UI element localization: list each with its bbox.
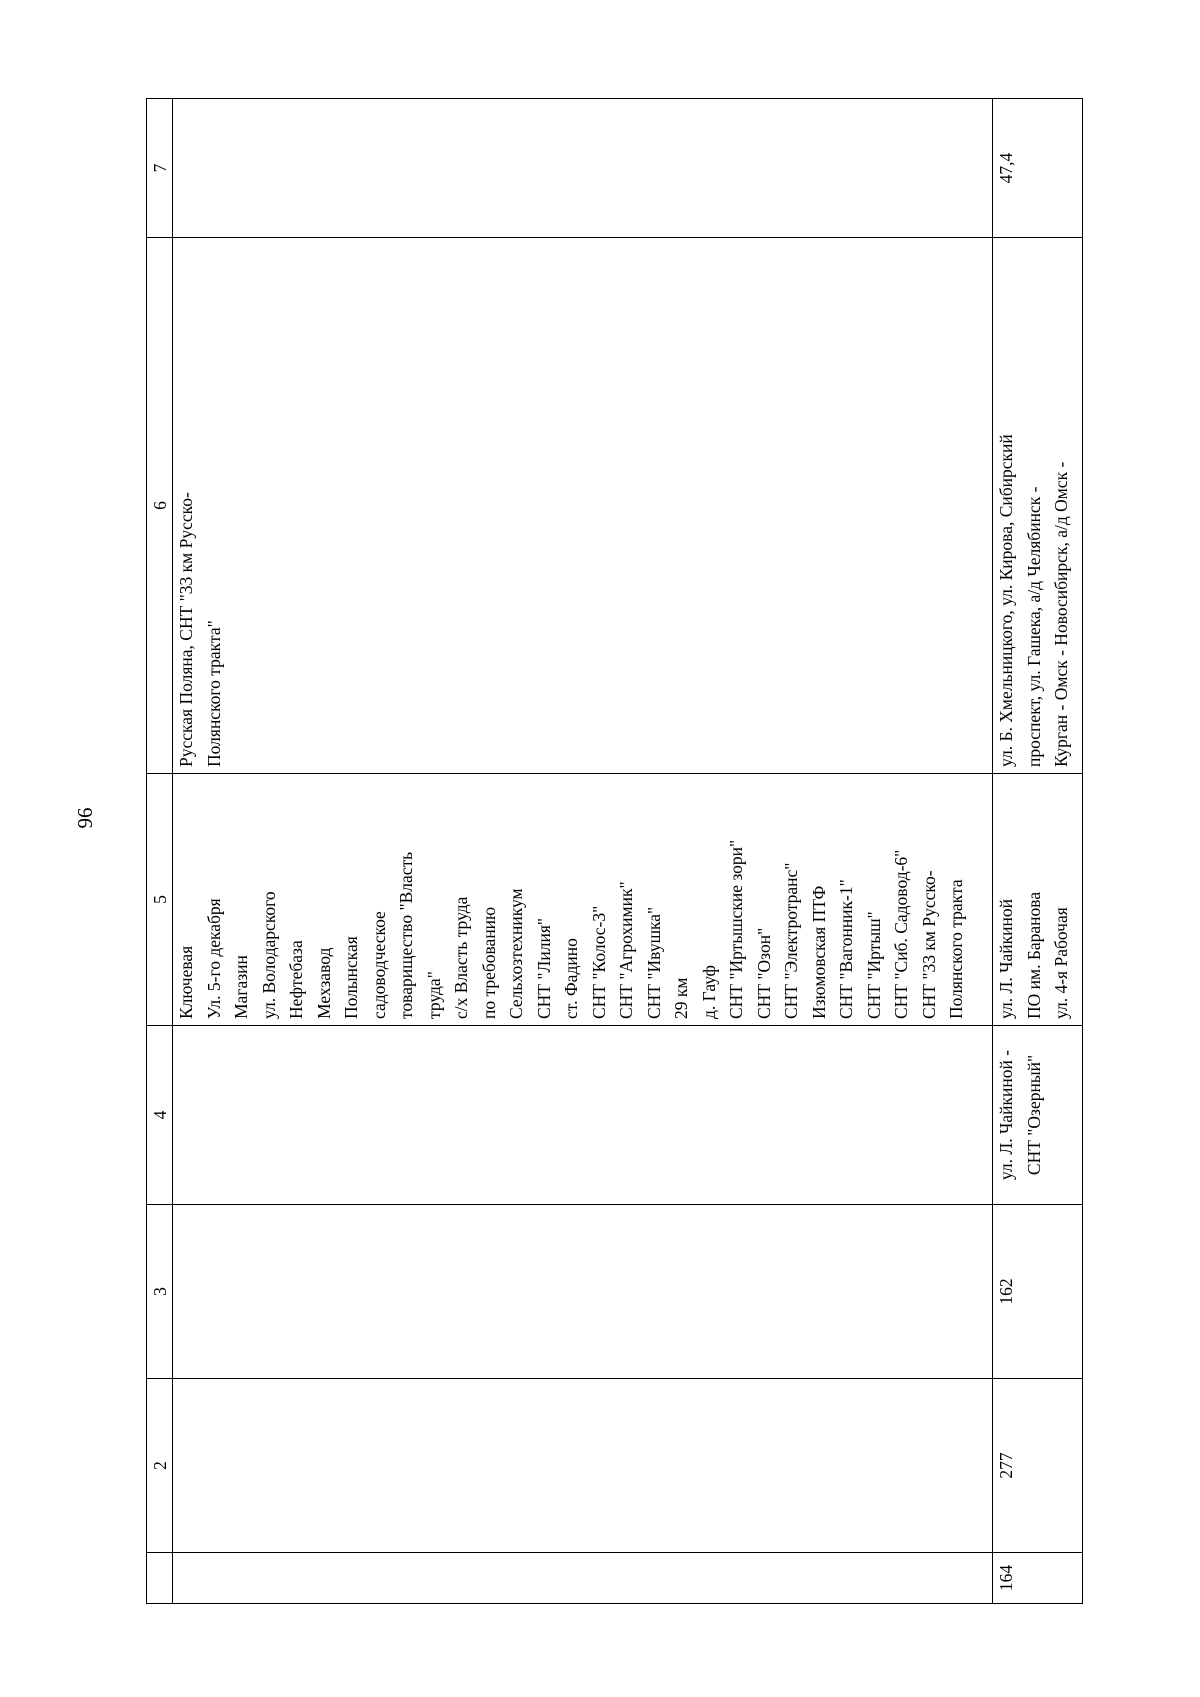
table-row xyxy=(993,99,1083,1604)
street-line: проспект, ул. Гашека, а/д Челябинск - xyxy=(1023,486,1044,767)
stop-line: Полянского тракта xyxy=(946,879,966,1019)
length-forward-cell: 277 xyxy=(993,1379,1083,1553)
stop-line: ул. Л. Чайкиной xyxy=(996,899,1016,1019)
route-number-cell: 164 xyxy=(993,1553,1083,1604)
stop-line: труда" xyxy=(423,971,444,1019)
route-table-rotated xyxy=(146,99,1082,1604)
stops-cell xyxy=(993,774,1083,1026)
stop-line: д. Гауф xyxy=(698,965,719,1019)
stop-line: Ул. 5-го декабря xyxy=(203,898,224,1019)
column-number-4: 4 xyxy=(147,1026,173,1205)
stop-line: Полынская xyxy=(341,936,361,1019)
route-name-line: СНТ "Озерный" xyxy=(1023,1054,1044,1176)
route-name-line: ул. Л. Чайкиной - xyxy=(996,1049,1016,1181)
stop-line: 29 км xyxy=(671,977,691,1019)
route-number-cell xyxy=(173,1553,993,1604)
stop-line: товарищество "Власть xyxy=(396,851,416,1019)
street-line: Курган - Омск - Новосибирск, а/д Омск - xyxy=(1051,461,1071,767)
stop-line: СНТ "Вагонник-1" xyxy=(836,879,856,1019)
stop-line: Магазин xyxy=(231,955,251,1019)
column-number-1 xyxy=(147,1553,173,1604)
column-number-2: 2 xyxy=(147,1379,173,1553)
stop-line: ул. 4-я Рабочая xyxy=(1051,907,1071,1019)
interval-cell xyxy=(173,99,993,238)
stop-line: Ключевая xyxy=(176,945,196,1019)
stop-line: СНТ "Ивушка" xyxy=(643,906,664,1019)
stop-line: СНТ "Сиб. Садовод-6" xyxy=(891,849,911,1019)
column-number-3: 3 xyxy=(147,1205,173,1379)
street-line: Полянского тракта" xyxy=(203,620,224,767)
route-name-cell xyxy=(993,1026,1083,1205)
stop-line: СНТ "33 км Русско- xyxy=(918,870,939,1019)
column-number-row xyxy=(147,99,173,1604)
stops-cell xyxy=(173,774,993,1026)
stop-line: СНТ "Колос-3" xyxy=(588,905,609,1019)
stop-line: Изюмовская ПТФ xyxy=(808,885,829,1019)
stop-line: Нефтебаза xyxy=(286,940,306,1019)
stop-line: ул. Володарского xyxy=(258,891,279,1019)
stop-line: СНТ "Иртышские зори" xyxy=(726,839,746,1019)
stop-line: ст. Фадино xyxy=(561,938,581,1019)
stop-line: ПО им. Баранова xyxy=(1023,891,1044,1019)
stop-line: садоводческое xyxy=(368,911,389,1019)
route-table xyxy=(146,98,1083,1604)
streets-cell xyxy=(993,238,1083,774)
stop-line: с/х Власть труда xyxy=(451,896,471,1019)
stop-line: по требованию xyxy=(478,906,499,1019)
stop-line: СНТ "Озон" xyxy=(753,927,774,1019)
table-row xyxy=(173,99,993,1604)
stop-line: Мехзавод xyxy=(313,947,334,1019)
column-number-6: 6 xyxy=(147,238,173,774)
route-name-cell xyxy=(173,1026,993,1205)
stop-line: СНТ "Электротранс" xyxy=(781,862,801,1019)
interval-cell: 47,4 xyxy=(993,99,1083,238)
stop-line: СНТ "Агрохимик" xyxy=(616,881,636,1019)
column-number-7: 7 xyxy=(147,99,173,238)
column-number-5: 5 xyxy=(147,774,173,1026)
stop-line: СНТ "Лилия" xyxy=(533,917,554,1019)
streets-cell xyxy=(173,238,993,774)
stop-line: Сельхозтехникум xyxy=(506,888,526,1019)
page-number: 96 xyxy=(73,807,97,829)
street-line: ул. Б. Хмельницкого, ул. Кирова, Сибирский xyxy=(996,434,1016,767)
stop-line: СНТ "Иртыш" xyxy=(863,911,884,1019)
length-backward-cell xyxy=(173,1205,993,1379)
length-forward-cell xyxy=(173,1379,993,1553)
street-line: Русская Поляна, СНТ "33 км Русско- xyxy=(176,492,196,767)
length-backward-cell: 162 xyxy=(993,1205,1083,1379)
